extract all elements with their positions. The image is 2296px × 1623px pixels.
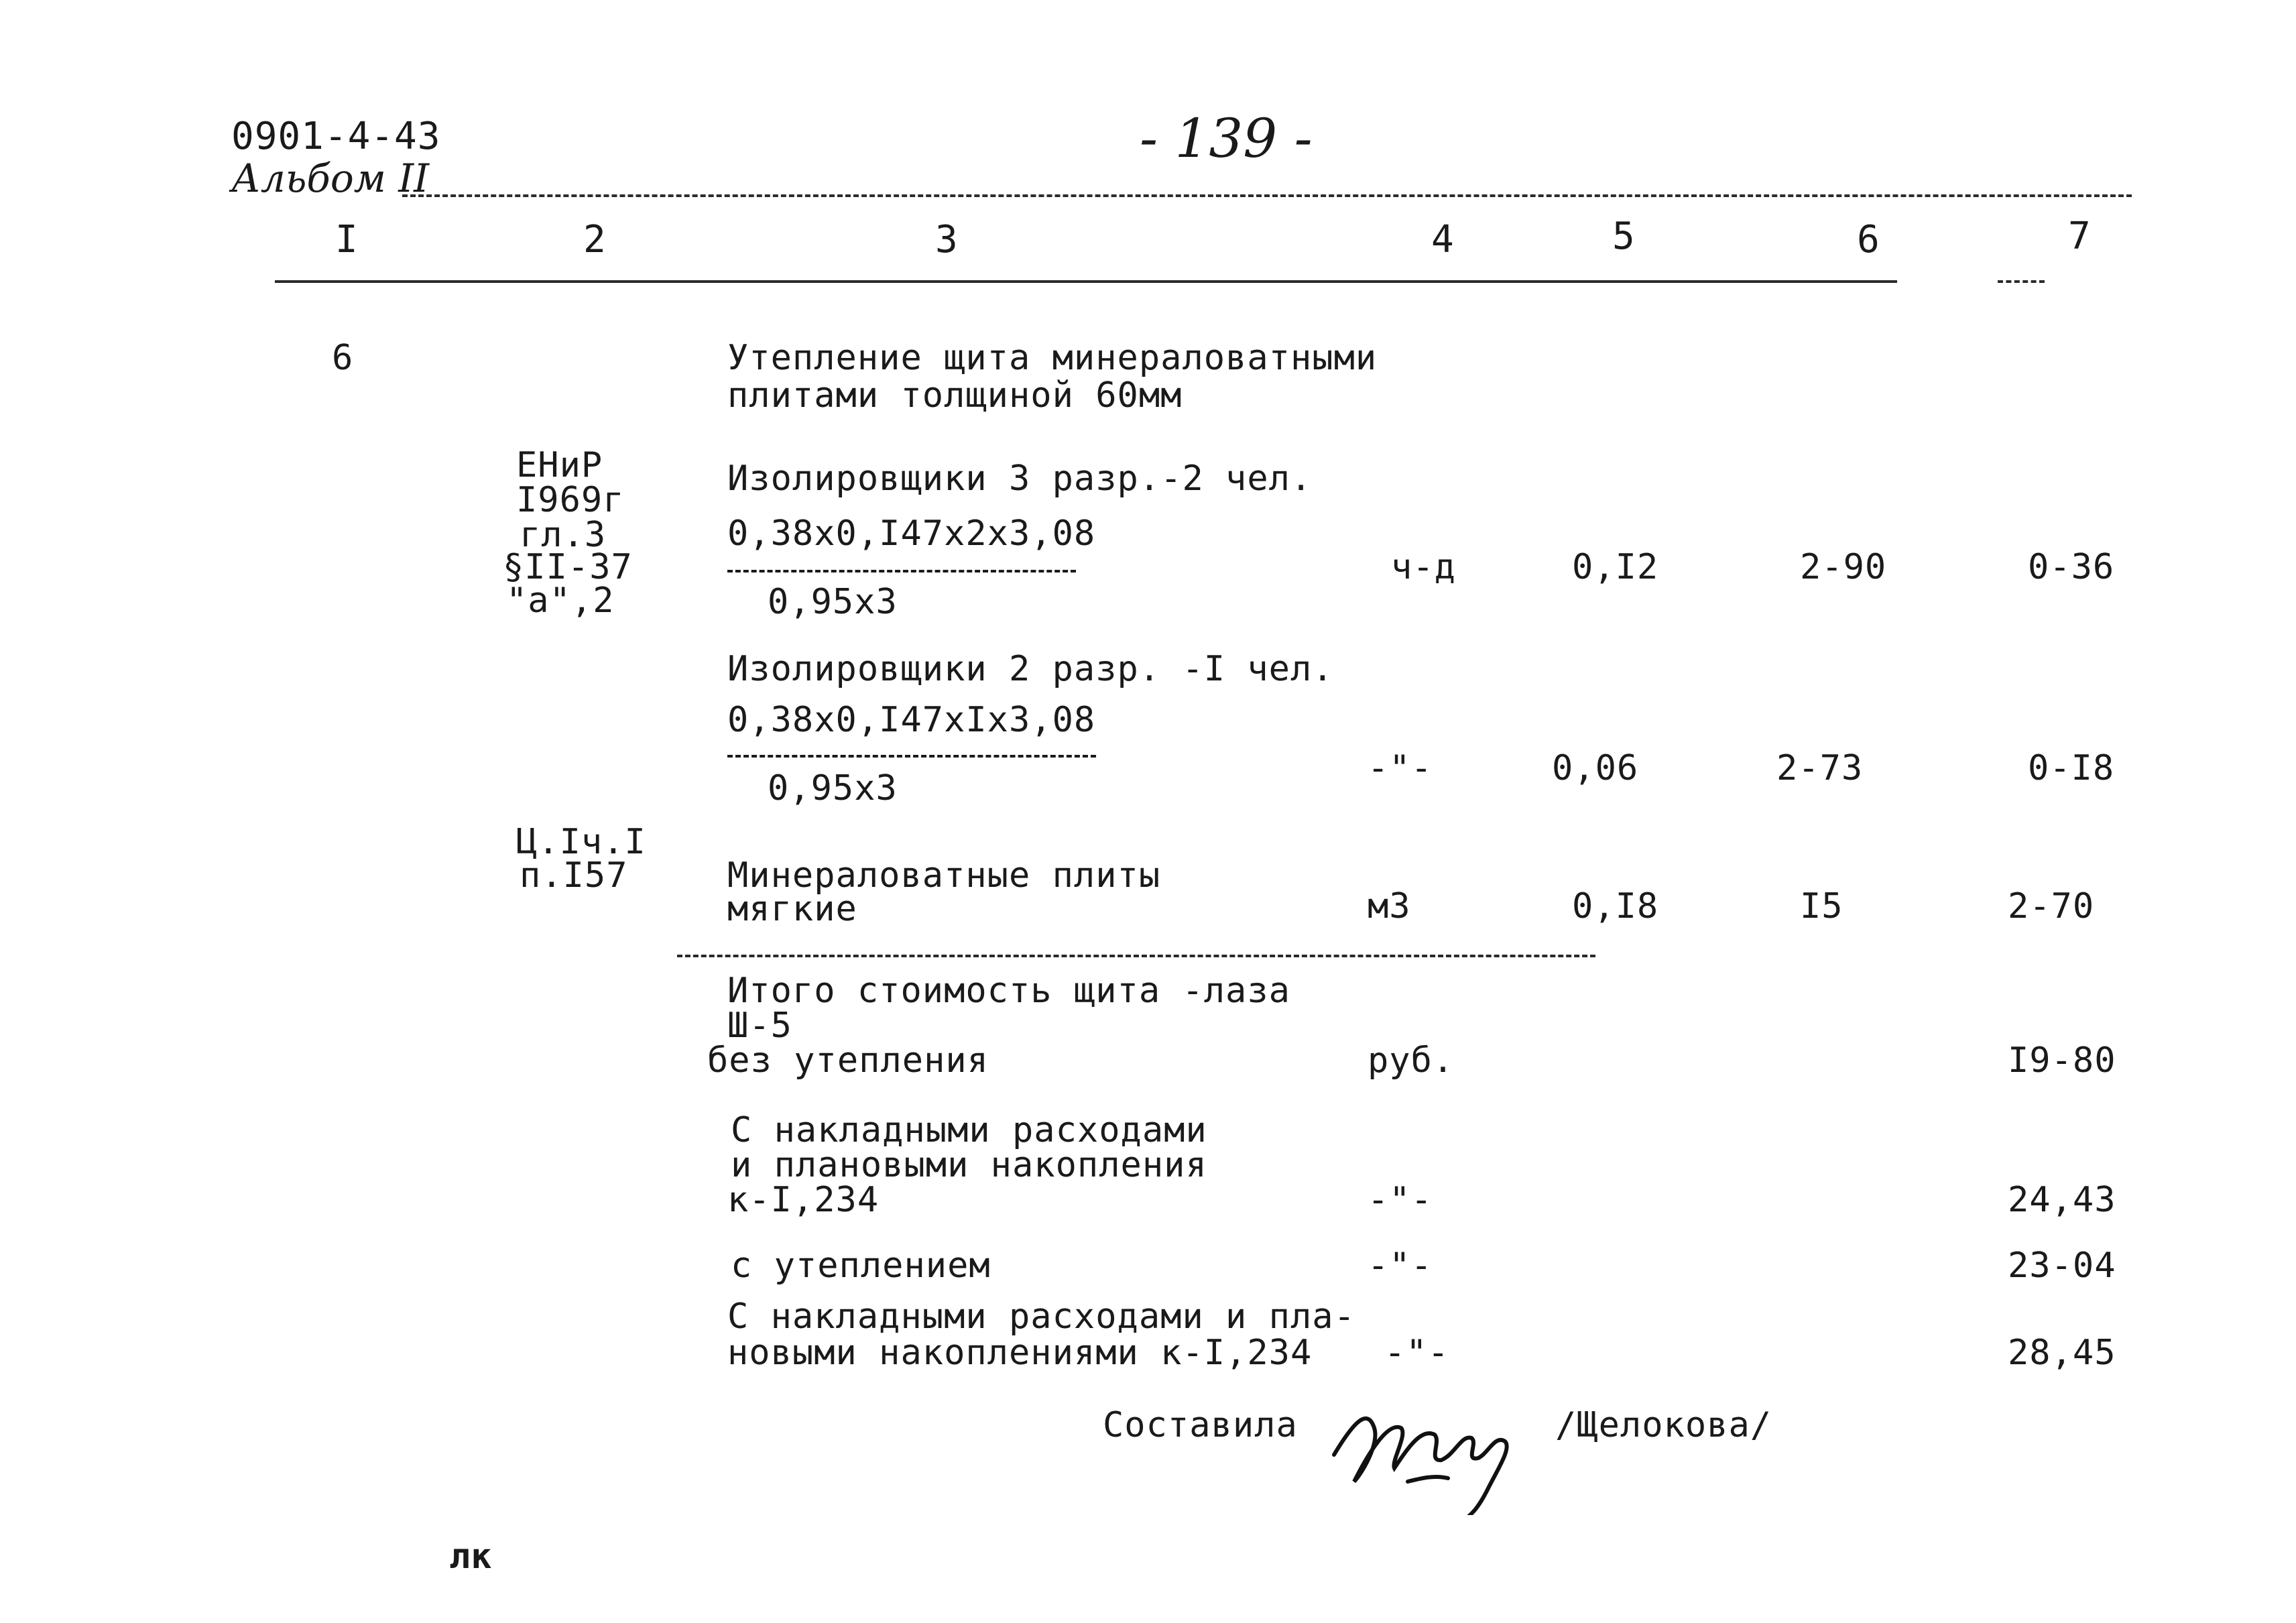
header-rule-bottom-right [1998,280,2045,283]
total4-line1: С накладными расходами и пла- [727,1297,1355,1337]
col-header-7: 7 [2068,215,2092,258]
header-rule-bottom [275,280,1897,283]
row1-ref-line3: гл.3 [520,515,607,555]
row1-ref-line4: §II-37 [503,547,633,587]
total4-unit: -"- [1384,1333,1449,1373]
total1-line1: Итого стоимость щита -лаза [727,971,1290,1011]
album-label: Альбом IІ [231,156,430,201]
row3-ref-line1: Ц.Iч.I [516,822,646,862]
row2-price: 2-73 [1776,748,1864,788]
total3-line1: с утеплением [731,1246,991,1286]
row3-price: I5 [1800,886,1844,926]
row3-desc-line1: Минераловатные плиты [727,855,1161,896]
col-header-2: 2 [583,218,607,261]
row2-desc: Изолировщики 2 разр. -I чел. [727,649,1334,689]
row2-denominator: 0,95х3 [768,768,898,808]
footer-mark: лк [449,1537,493,1577]
total1-line2: Ш-5 [727,1006,792,1046]
section-title-line1: Утепление щита минераловатными [727,338,1378,378]
total1-cost: I9-80 [2008,1040,2116,1081]
row3-unit: м3 [1368,886,1411,926]
row1-unit: ч-д [1391,547,1456,587]
row1-desc: Изолировщики 3 разр.-2 чел. [727,459,1313,499]
col-header-3: 3 [935,218,959,261]
row2-unit: -"- [1368,748,1433,788]
total2-cost: 24,43 [2008,1180,2116,1220]
row1-ref-line1: ЕНиР [516,445,603,485]
total3-unit: -"- [1368,1246,1433,1286]
row2-fraction-bar [727,755,1096,758]
total1-unit: руб. [1368,1040,1455,1081]
row1-ref-line5: "а",2 [506,581,615,621]
totals-separator [677,955,1595,957]
page-number: - 139 - [1140,107,1313,170]
total1-line3: без утепления [707,1040,989,1081]
total2-line3: к-I,234 [727,1180,880,1220]
row1-fraction-bar [727,570,1076,573]
row3-ref-line2: п.I57 [520,855,628,896]
total4-line2: новыми накоплениями к-I,234 [727,1333,1313,1373]
total4-cost: 28,45 [2008,1333,2116,1373]
row2-qty: 0,06 [1552,748,1639,788]
signature-scribble [1327,1381,1542,1515]
section-title-line2: плитами толщиной 60мм [727,375,1183,416]
signatory-name: /Щелокова/ [1555,1405,1772,1445]
signature-label: Составила [1103,1405,1298,1445]
row1-denominator: 0,95х3 [768,582,898,622]
row3-desc-line2: мягкие [727,889,857,929]
section-number: 6 [332,338,354,378]
col-header-5: 5 [1612,215,1636,258]
row2-numerator: 0,38х0,I47хIх3,08 [727,700,1096,740]
col-header-4: 4 [1431,218,1455,261]
row3-cost: 2-70 [2008,886,2095,926]
total3-cost: 23-04 [2008,1246,2116,1286]
row1-numerator: 0,38х0,I47х2х3,08 [727,514,1096,554]
row3-qty: 0,I8 [1572,886,1659,926]
header-rule-top [402,194,2132,197]
doc-code: 0901-4-43 [231,115,441,158]
col-header-6: 6 [1857,218,1880,261]
row1-cost: 0-36 [2028,547,2115,587]
total2-line1: С накладными расходами [731,1110,1207,1150]
total2-unit: -"- [1368,1180,1433,1220]
row1-price: 2-90 [1800,547,1887,587]
col-header-1: I [335,218,359,261]
row2-cost: 0-I8 [2028,748,2115,788]
row1-ref-line2: I969г [516,480,625,520]
total2-line2: и плановыми накопления [731,1145,1207,1185]
row1-qty: 0,I2 [1572,547,1659,587]
